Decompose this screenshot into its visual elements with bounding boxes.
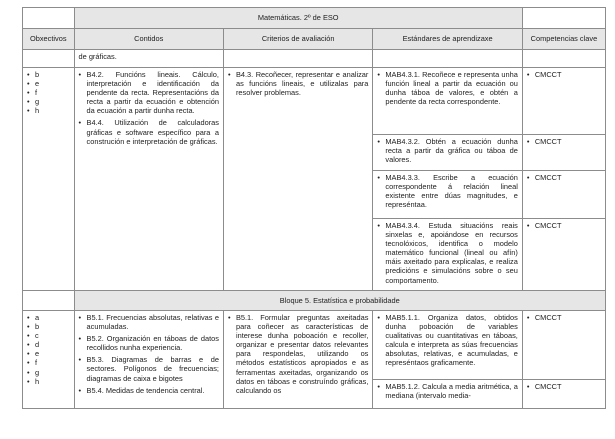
empty-corner-cell xyxy=(23,8,75,29)
objective-item: • g xyxy=(27,97,70,106)
competence-item: • CMCCT xyxy=(527,70,601,79)
objective-item: • f xyxy=(27,88,70,97)
header-standards: Estándares de aprendizaxe xyxy=(373,29,522,50)
objective-item: • h xyxy=(27,377,70,386)
contents-cell xyxy=(74,311,223,409)
content-item: • B5.3. Diagramas de barras e de sectores. Polígonos de frecuencias; diagramas de caixa e bigotes xyxy=(79,355,219,382)
objective-item: • e xyxy=(27,349,70,358)
objectives-cell xyxy=(23,311,75,409)
empty-corner-cell xyxy=(522,8,605,29)
objective-item: • d xyxy=(27,340,70,349)
objective-item: • b xyxy=(27,70,70,79)
curriculum-table xyxy=(22,7,606,409)
competence-item: • CMCCT xyxy=(527,382,601,391)
criterion-item: • B4.3. Recoñecer, representar e analizar as funcións lineais, e utilizalas para resolver problemas. xyxy=(228,70,368,97)
criteria-cell xyxy=(223,68,372,291)
competence-item: • CMCCT xyxy=(527,137,601,146)
continuation-text: de gráficas. xyxy=(74,50,223,68)
table-title: Matemáticas. 2º de ESO xyxy=(74,8,522,29)
competence-item: • CMCCT xyxy=(527,221,601,230)
cont-empty xyxy=(23,50,75,68)
standard-item: • MAB4.3.1. Recoñece e representa unha función lineal a partir da ecuación ou dunha táboa de valores, e obtén a pendente da recta correspondente. xyxy=(377,70,517,106)
header-contents: Contidos xyxy=(74,29,223,50)
standard-item: • MAB5.1.2. Calcula a media aritmética, a mediana (intervalo media- xyxy=(377,382,517,400)
content-item: • B5.2. Organización en táboas de datos recollidos nunha experiencia. xyxy=(79,334,219,352)
content-item: • B4.2. Funcións lineais. Cálculo, interpretación e identificación da pendente da recta. Representacións da recta a partir da ecuación e obtención da ecuación a partir dunha recta. xyxy=(79,70,219,115)
competence-item: • CMCCT xyxy=(527,313,601,322)
objective-item: • g xyxy=(27,368,70,377)
band-empty xyxy=(23,291,75,311)
standards-cell xyxy=(373,68,522,291)
objective-item: • f xyxy=(27,358,70,367)
standard-item: • MAB4.3.4. Estuda situacións reais sinxelas e, apoiándose en recursos tecnolóxicos, identifica o modelo matemático funcional (lineal ou afín) máis axeitado para explicalas, e realiza predicións e simulacións sobre o seu comportamento. xyxy=(377,221,517,285)
objective-item: • e xyxy=(27,79,70,88)
header-objectives: Obxectivos xyxy=(23,29,75,50)
header-competences: Competencias clave xyxy=(522,29,605,50)
cont-empty xyxy=(223,50,372,68)
standard-item: • MAB5.1.1. Organiza datos, obtidos dunha poboación de variables cualitativas ou cuantitativas en táboas, calcula e interpreta as súas frecuencias absolutas, relativas, e acumuladas, e represéntaos graficamente. xyxy=(377,313,517,368)
objective-item: • c xyxy=(27,331,70,340)
content-item: • B4.4. Utilización de calculadoras gráficas e software específico para a construción e interpretación de gráficas. xyxy=(79,118,219,145)
competences-cell xyxy=(522,68,605,291)
header-criteria: Criterios de avaliación xyxy=(223,29,372,50)
objective-item: • a xyxy=(27,313,70,322)
cont-empty xyxy=(373,50,522,68)
criterion-item: • B5.1. Formular preguntas axeitadas para coñecer as características de interese dunha poboación e recoller, organizar e presentar datos relevantes para respondelas, utilizando os métodos estatísticos apropiados e as ferramentas axeitadas, organizando os datos en táboas e construíndo gráficas, calculando os xyxy=(228,313,368,395)
competences-cell xyxy=(522,311,605,409)
curriculum-page xyxy=(22,7,606,409)
block-title: Bloque 5. Estatística e probabilidade xyxy=(74,291,605,311)
standard-item: • MAB4.3.2. Obtén a ecuación dunha recta a partir da gráfica ou táboa de valores. xyxy=(377,137,517,164)
contents-cell xyxy=(74,68,223,291)
objective-item: • b xyxy=(27,322,70,331)
standards-cell xyxy=(373,311,522,409)
content-item: • B5.1. Frecuencias absolutas, relativas e acumuladas. xyxy=(79,313,219,331)
objectives-cell xyxy=(23,68,75,291)
competence-item: • CMCCT xyxy=(527,173,601,182)
content-item: • B5.4. Medidas de tendencia central. xyxy=(79,386,219,395)
cont-empty xyxy=(522,50,605,68)
standard-item: • MAB4.3.3. Escribe a ecuación correspondente á relación lineal existente entre dúas magnitudes, e represéntaa. xyxy=(377,173,517,209)
objective-item: • h xyxy=(27,106,70,115)
criteria-cell xyxy=(223,311,372,409)
